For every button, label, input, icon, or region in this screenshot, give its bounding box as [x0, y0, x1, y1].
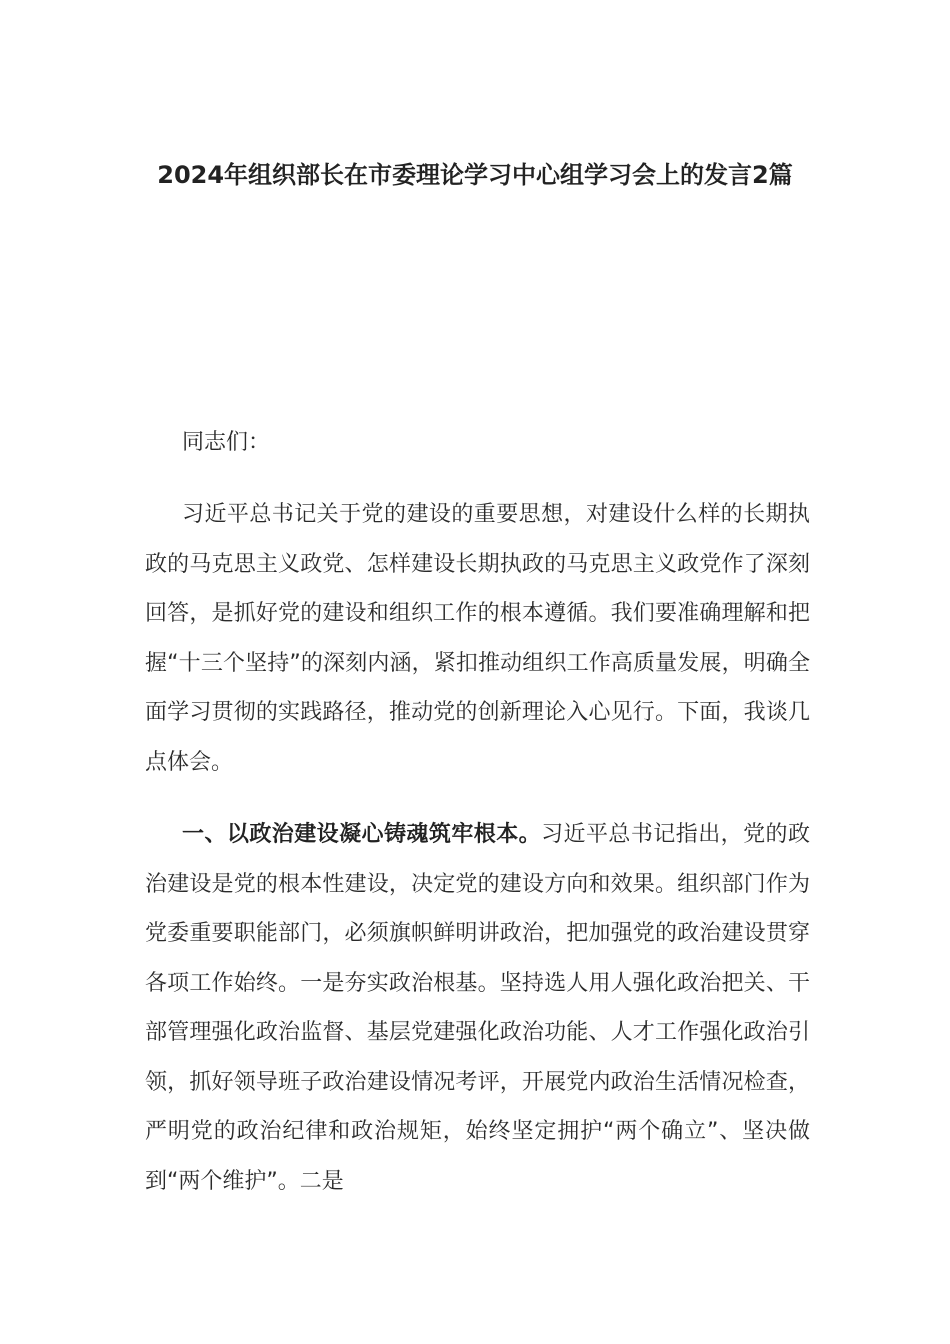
paragraph-intro: 习近平总书记关于党的建设的重要思想，对建设什么样的长期执政的马克思主义政党、怎样建设长期执政的马克思主义政党作了深刻回答，是抓好党的建设和组织工作的根本遵循。我们要准确理解和把握“十三个坚持”的深刻内涵，紧扣推动组织工作高质量发展，明确全面学习贯彻的实践路径，推动党的创新理论入心见行。下面，我谈几点体会。 [145, 502, 810, 775]
paragraph-section-1 [145, 810, 810, 1206]
section-heading: 一、以政治建设凝心铸魂筑牢根本。 [182, 822, 542, 847]
document-title: 2024年组织部长在市委理论学习中心组学习会上的发言2篇 [157, 161, 793, 189]
greeting: 同志们： [182, 430, 271, 455]
section-body: 习近平总书记指出，党的政治建设是党的根本性建设，决定党的建设方向和效果。组织部门作为党委重要职能部门，必须旗帜鲜明讲政治，把加强党的政治建设贯穿各项工作始终。一是夯实政治根基。坚持选人用人强化政治把关、干部管理强化政治监督、基层党建强化政治功能、人才工作强化政治引领，抓好领导班子政治建设情况考评，开展党内政治生活情况检查，严明党的政治纪律和政治规矩，始终坚定拥护“两个确立”、坚决做到“两个维护”。二是 [145, 822, 810, 1194]
